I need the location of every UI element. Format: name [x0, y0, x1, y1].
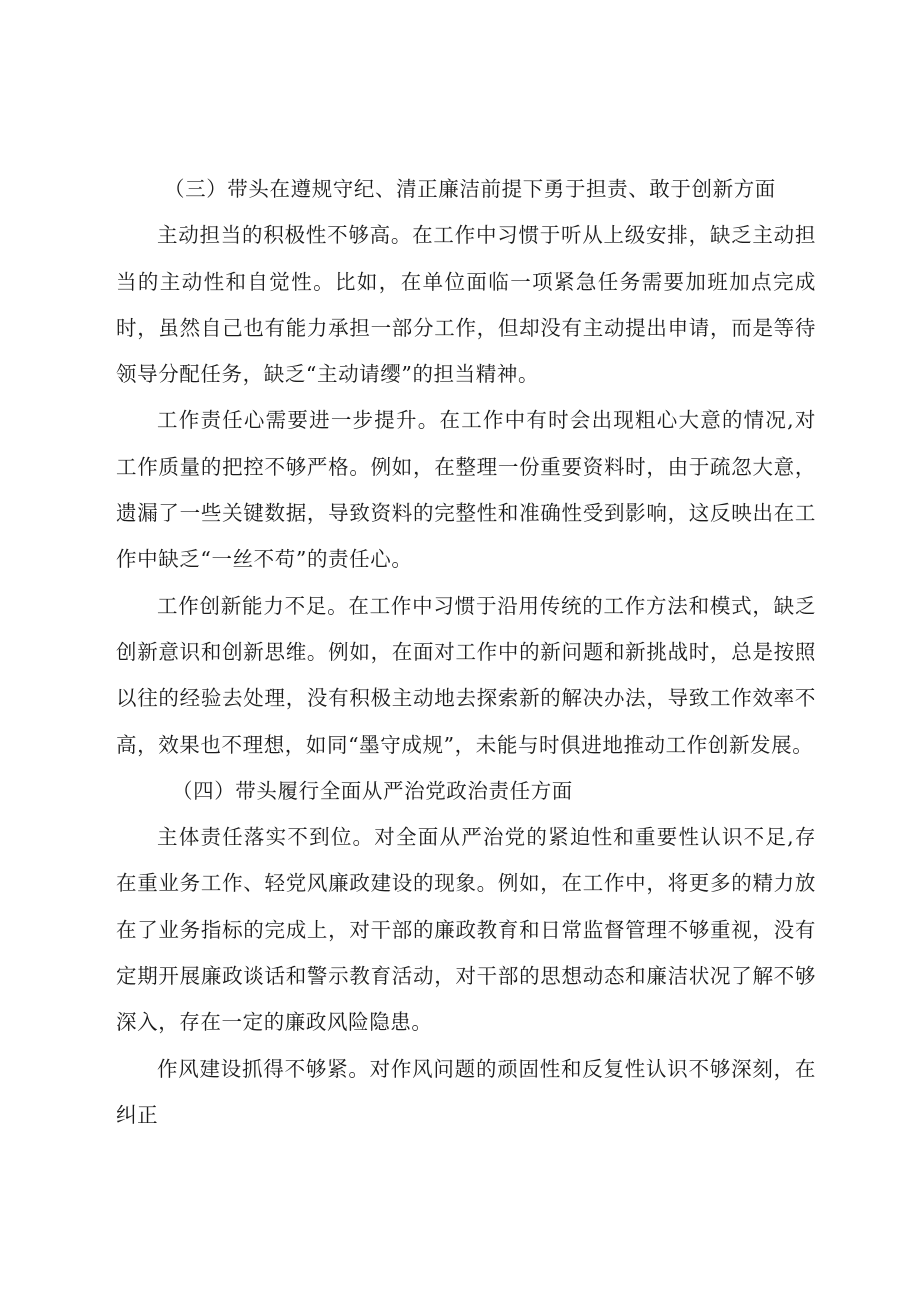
section-three-paragraph-2: 工作责任心需要进一步提升。在工作中有时会出现粗心大意的情况,对工作质量的把控不够严格。例如，在整理一份重要资料时，由于疏忽大意，遗漏了一些关键数据，导致资料的完整性和准确性受到影响，这反映出在工作中缺乏“一丝不苟”的责任心。: [116, 408, 816, 572]
section-three-heading: （三）带头在遵规守纪、清正廉洁前提下勇于担责、敢于创新方面: [164, 177, 776, 201]
section-four-heading: （四）带头履行全面从严治党政治责任方面: [172, 778, 573, 803]
section-three-paragraph-3: 工作创新能力不足。在工作中习惯于沿用传统的工作方法和模式，缺乏创新意识和创新思维。例如，在面对工作中的新问题和新挑战时，总是按照以往的经验去处理，没有积极主动地去探索新的解决办法，导致工作效率不高，效果也不理想，如同“墨守成规”，未能与时俱进地推动工作创新发展。: [116, 593, 816, 757]
section-four-paragraph-2: 作风建设抓得不够紧。对作风问题的顽固性和反复性认识不够深刻，在纠正: [116, 1056, 816, 1127]
document-body: [116, 166, 816, 1138]
section-four-paragraph-1: 主体责任落实不到位。对全面从严治党的紧迫性和重要性认识不足,存在重业务工作、轻党风廉政建设的现象。例如，在工作中，将更多的精力放在了业务指标的完成上，对干部的廉政教育和日常监督管理不够重视，没有定期开展廉政谈话和警示教育活动，对干部的思想动态和廉洁状况了解不够深入，存在一定的廉政风险隐患。: [116, 825, 816, 1035]
section-three-paragraph-1: 主动担当的积极性不够高。在工作中习惯于听从上级安排，缺乏主动担当的主动性和自觉性。比如，在单位面临一项紧急任务需要加班加点完成时，虽然自己也有能力承担一部分工作，但却没有主动提出申请，而是等待领导分配任务，缺乏“主动请缨”的担当精神。: [116, 223, 816, 387]
